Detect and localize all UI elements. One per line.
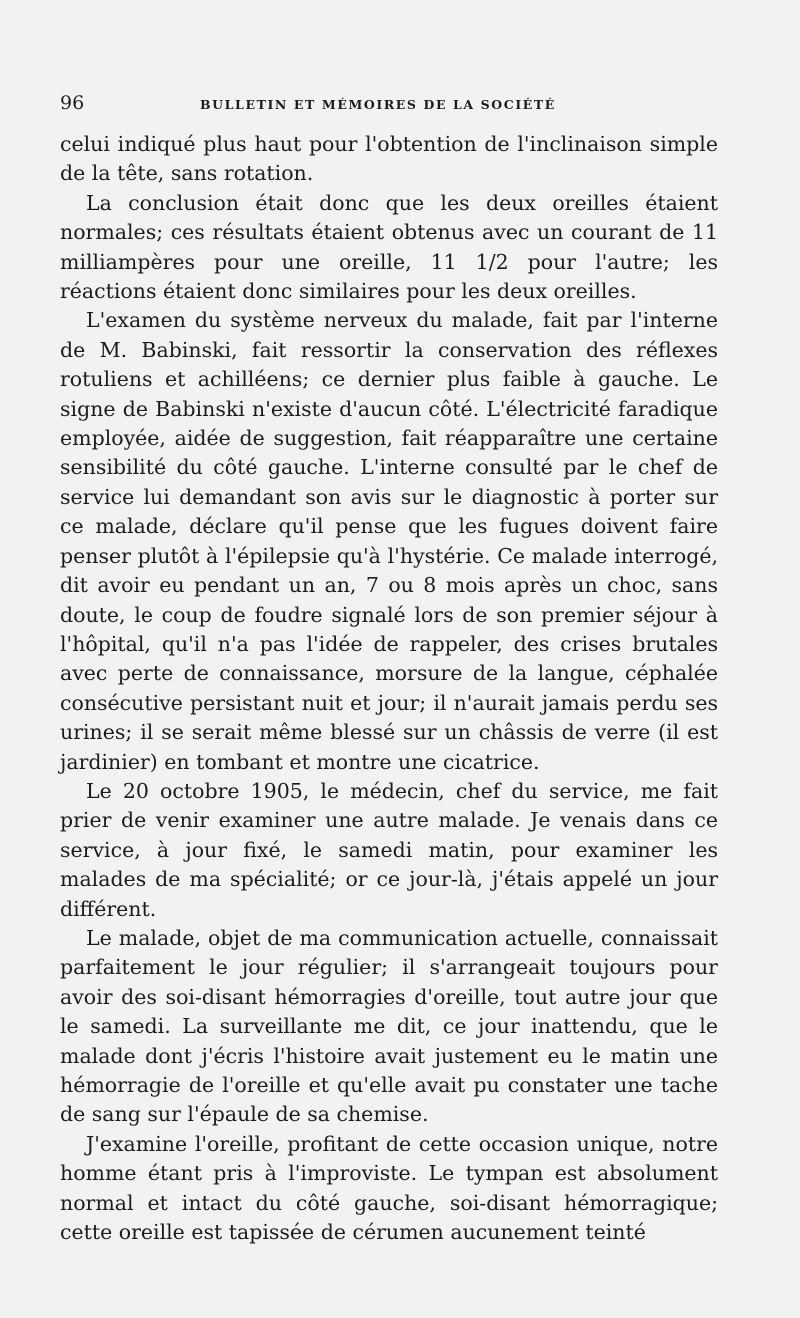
paragraph: Le malade, objet de ma communication actuelle, connaissait parfaitement le jour régulier; il s'arrangeait toujours pour avoir des soi-disant hémorragies d'oreille, tout autre jour que le samedi. La surveillante me dit, ce jour inattendu, que le malade dont j'écris l'histoire avait justement eu le matin une hémorragie de l'oreille et qu'elle avait pu constater une tache de sang sur l'épaule de sa chemise. [60,925,718,1127]
paragraph: La conclusion était donc que les deux oreilles étaient normales; ces résultats étaient obtenus avec un courant de 11 milliampères pour une oreille, 11 1/2 pour l'autre; les réactions étaient donc similaires pour les deux oreilles. [60,190,718,304]
body-text [60,130,718,1247]
paragraph: J'examine l'oreille, profitant de cette occasion unique, notre homme étant pris à l'improviste. Le tympan est absolument normal et intact du côté gauche, soi-disant hémorragique; cette oreille est tapissée de cérumen aucunement teinté [60,1131,718,1245]
paragraph: Le 20 octobre 1905, le médecin, chef du service, me fait prier de venir examiner une autre malade. Je venais dans ce service, à jour fixé, le samedi matin, pour examiner les malades de ma spécialité; or ce jour-là, j'étais appelé un jour différent. [60,778,718,921]
paragraph: L'examen du système nerveux du malade, fait par l'interne de M. Babinski, fait ressortir la conservation des réflexes rotuliens et achilléens; ce dernier plus faible à gauche. Le signe de Babinski n'existe d'aucun côté. L'électricité faradique employée, aidée de suggestion, fait réapparaître une certaine sensibilité du côté gauche. L'interne consulté par le chef de service lui demandant son avis sur le diagnostic à porter sur ce malade, déclare qu'il pense que les fugues doivent faire penser plutôt à l'épilepsie qu'à l'hystérie. Ce malade interrogé, dit avoir eu pendant un an, 7 ou 8 mois après un choc, sans doute, le coup de foudre signalé lors de son premier séjour à l'hôpital, qu'il n'a pas l'idée de rappeler, des crises brutales avec perte de connaissance, morsure de la langue, céphalée consécutive persistant nuit et jour; il n'aurait jamais perdu ses urines; il se serait même blessé sur un châssis de verre (il est jardinier) en tombant et montre une cicatrice. [60,308,718,774]
running-head: BULLETIN ET MÉMOIRES DE LA SOCIÉTÉ [200,97,556,112]
paragraph: celui indiqué plus haut pour l'obtention de l'inclinaison simple de la tête, sans rotation. [60,132,718,186]
page-number: 96 [60,92,85,114]
page-header [60,92,718,124]
